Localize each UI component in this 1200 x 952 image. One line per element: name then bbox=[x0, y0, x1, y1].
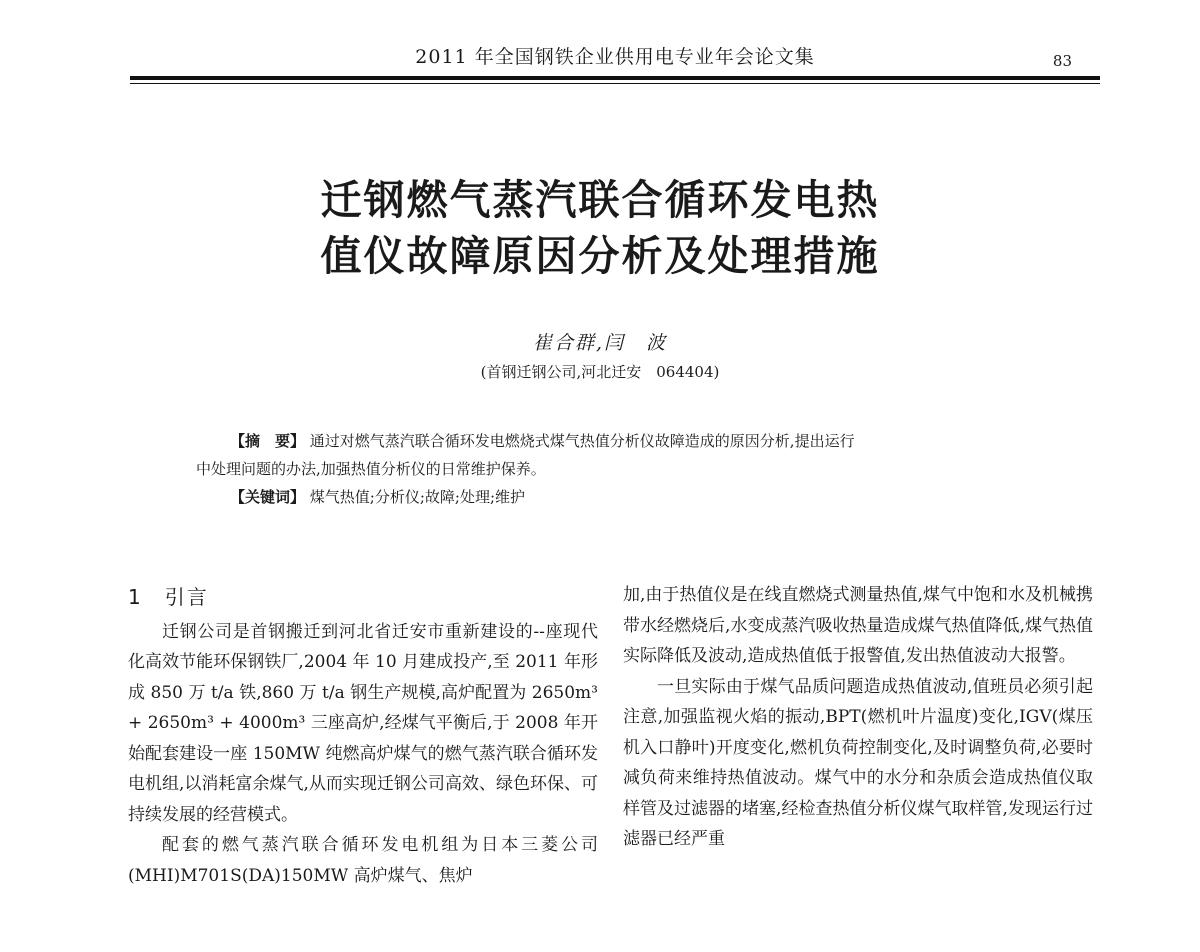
abstract-text-line2: 中处理问题的办法,加强热值分析仪的日常维护保养。 bbox=[196, 460, 546, 478]
section-heading: 1 引言 bbox=[128, 585, 209, 609]
keywords-text: 煤气热值;分析仪;故障;处理;维护 bbox=[309, 488, 526, 506]
paper-title bbox=[0, 172, 1200, 284]
left-column bbox=[128, 582, 598, 891]
header-rule-thin bbox=[130, 83, 1100, 84]
affiliation: (首钢迁钢公司,河北迁安 064404) bbox=[480, 363, 720, 381]
body-paragraph: 迁钢公司是首钢搬迁到河北省迁安市重新建设的--座现代化高效节能环保钢铁厂,2004 年 10 月建成投产,至 2011 年形成 850 万 t/a 铁,860 万 t/a 钢生产规模,高炉配置为 2650m³ + 2650m³ + 4000m³ 三座高炉,经煤气平衡后,于 2008 年开始配套建设一座 150MW 纯燃高炉煤气的燃气蒸汽联合循环发电机组,以消耗富余煤气,从而实现迁钢公司高效、绿色环保、可持续发展的经营模式。 bbox=[128, 621, 598, 825]
header-rule-thick bbox=[130, 76, 1100, 80]
right-column bbox=[623, 580, 1093, 855]
body-paragraph: 配套的燃气蒸汽联合循环发电机组为日本三菱公司(MHI)M701S(DA)150MW 高炉煤气、焦炉 bbox=[128, 835, 598, 886]
body-paragraph: 一旦实际由于煤气品质问题造成热值波动,值班员必须引起注意,加强监视火焰的振动,BPT(燃机叶片温度)变化,IGV(煤压机入口静叶)开度变化,燃机负荷控制变化,及时调整负荷,必要时减负荷来维持热值波动。煤气中的水分和杂质会造成热值仪取样管及过滤器的堵塞,经检查热值分析仪煤气取样管,发现运行过滤器已经严重 bbox=[623, 676, 1093, 849]
title-line-2: 值仪故障原因分析及处理措施 bbox=[320, 232, 880, 280]
journal-title: 2011 年全国钢铁企业供用电专业年会论文集 bbox=[415, 46, 815, 68]
keywords-paragraph bbox=[196, 483, 1076, 511]
abstract-text-line1: 通过对燃气蒸汽联合循环发电燃烧式煤气热值分析仪故障造成的原因分析,提出运行 bbox=[309, 432, 855, 450]
abstract-block bbox=[196, 427, 1076, 511]
page-number: 83 bbox=[1052, 52, 1072, 70]
authors: 崔合群,闫 波 bbox=[532, 332, 668, 354]
body-paragraph: 加,由于热值仪是在线直燃烧式测量热值,煤气中饱和水及机械携带水经燃烧后,水变成蒸汽吸收热量造成煤气热值降低,煤气热值实际降低及波动,造成热值低于报警值,发出热值波动大报警。 bbox=[623, 585, 1093, 666]
abstract-paragraph bbox=[196, 427, 1076, 455]
running-header bbox=[130, 42, 1100, 76]
title-line-1: 迁钢燃气蒸汽联合循环发电热 bbox=[320, 176, 880, 224]
keywords-label: 【关键词】 bbox=[230, 488, 306, 506]
abstract-label: 【摘 要】 bbox=[230, 432, 306, 450]
